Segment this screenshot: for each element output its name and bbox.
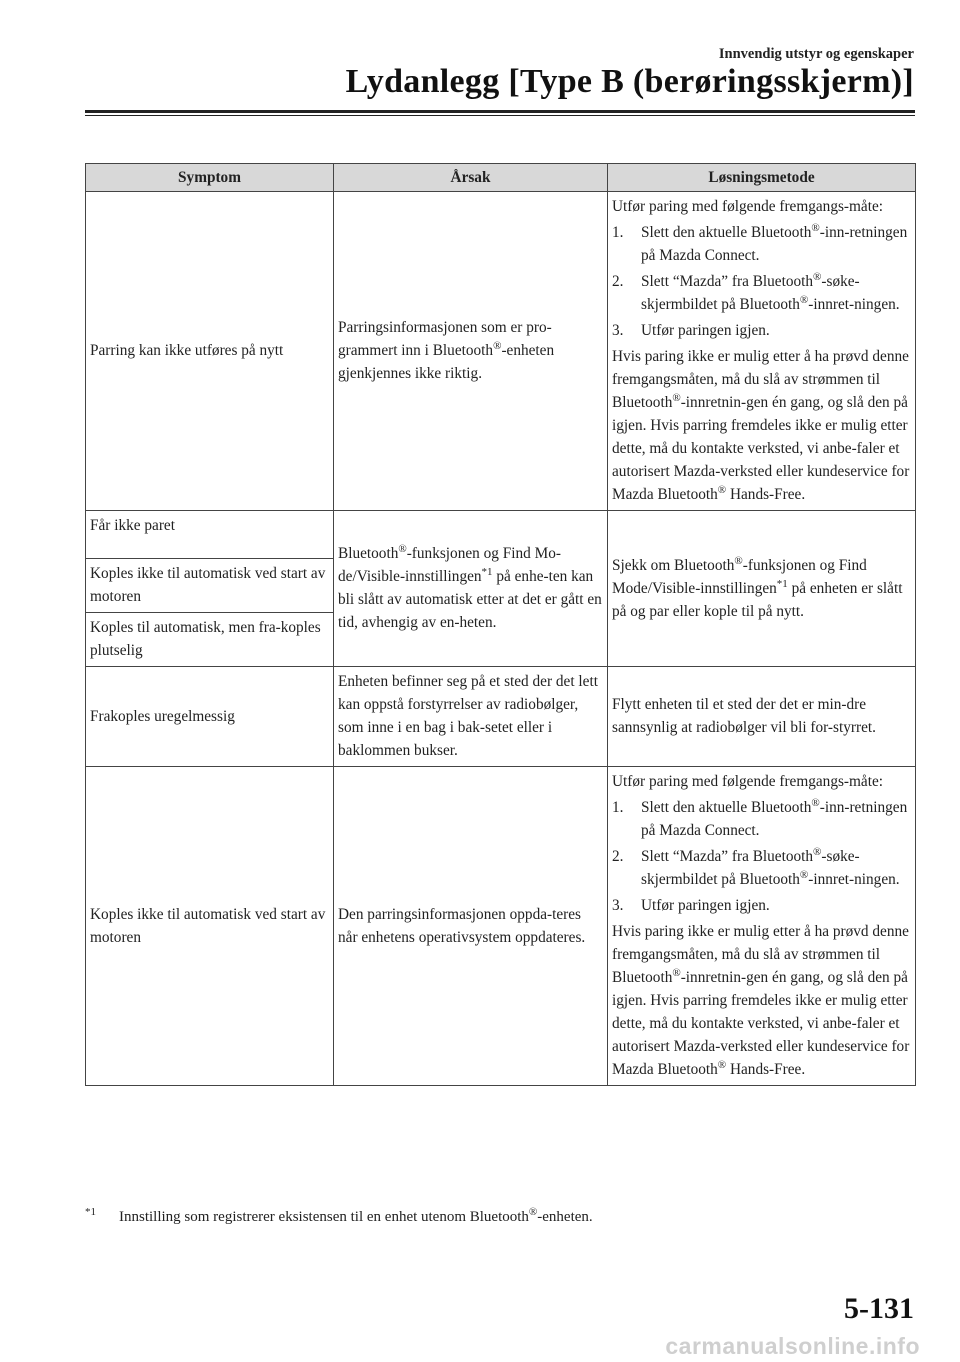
solution-step [612,894,911,917]
solution-cell [608,192,916,511]
solution-followup: Hvis paring ikke er mulig etter å ha prøvd denne fremgangsmåten, må du slå av strømmen til Bluetooth®-innretnin-gen én gang, og slå den på igjen. Hvis parring fremdeles ikke er mulig etter dette, må du kontakte verksted, vi anbe-faler et autorisert Mazda-verksted eller kundeservice for Mazda Bluetooth® Hands-Free. [612,348,910,503]
solution-step [612,845,911,891]
table-header-row [86,164,916,192]
symptom-cell [86,511,334,559]
cause-cell [334,767,608,1086]
step-number: 1. [612,224,624,241]
solution-followup: Hvis paring ikke er mulig etter å ha prøvd denne fremgangsmåten, må du slå av strømmen til Bluetooth®-innretnin-gen én gang, og slå den på igjen. Hvis parring fremdeles ikke er mulig etter dette, må du kontakte verksted, vi anbe-faler et autorisert Mazda-verksted eller kundeservice for Mazda Bluetooth® Hands-Free. [612,923,910,1078]
symptom-cell [86,767,334,1086]
solution-intro: Utfør paring med følgende fremgangs-måte: [612,198,883,215]
step-text: Slett den aktuelle Bluetooth®-inn-retningen på Mazda Connect. [641,796,908,839]
step-text: Slett “Mazda” fra Bluetooth®-søke-skjermbildet på Bluetooth®-innret-ningen. [641,845,900,888]
column-header-solution: Løsningsmetode [608,164,916,192]
registered-mark: ® [398,542,407,555]
solution-text: Flytt enheten til et sted der det er min-dre sannsynlig at radiobølger vil bli for-styrret. [612,696,876,736]
table-row [86,192,916,511]
table-row [86,511,916,559]
header-rule-thin [85,115,915,116]
column-header-symptom: Symptom [86,164,334,192]
page-title: Lydanlegg [Type B (berøringsskjerm)] [345,63,914,100]
symptom-text: Koples ikke til automatisk ved start av motoren [90,905,326,946]
symptom-text: Får ikke paret [90,517,175,534]
solution-step [612,796,911,842]
footnote-text: Innstilling som registrerer eksistensen til en enhet utenom Bluetooth [119,1209,529,1225]
page-number: 5-131 [844,1292,914,1325]
symptom-text: Koples til automatisk, men fra-koples plutselig [90,619,321,659]
table-row [86,667,916,767]
footnote-mark: *1 [85,1206,96,1218]
troubleshooting-table [85,163,916,1086]
solution-steps [612,221,911,342]
cause-cell [334,667,608,767]
solution-step [612,221,911,267]
solution-cell [608,667,916,767]
solution-cell [608,767,916,1086]
symptom-cell [86,192,334,511]
step-number: 3. [612,322,624,339]
cause-text: Den parringsinformasjonen oppda-teres når enhetens operativsystem oppdateres. [338,905,586,946]
step-number: 1. [612,799,624,816]
column-header-cause: Årsak [334,164,608,192]
section-header: Innvendig utstyr og egenskaper [718,46,914,62]
footnote-ref: *1 [481,565,493,578]
cause-cell: Bluetooth®-funksjonen og Find Mo-de/Visible-innstillingen$^{*1}$ på enhe-ten kan bli slått av automatisk etter at det er gått en tid, avhengig av en-heten. [334,511,608,667]
symptom-text: Frakoples uregelmessig [90,707,235,725]
solution-step [612,319,911,342]
step-text: Utfør paringen igjen. [641,897,770,914]
step-text: Slett “Mazda” fra Bluetooth®-søke-skjermbildet på Bluetooth®-innret-ningen. [641,270,900,313]
cause-cell [334,192,608,511]
registered-mark: ® [528,1206,538,1218]
symptom-text: Koples ikke til automatisk ved start av motoren [90,565,326,605]
cause-text: Enheten befinner seg på et sted der det lett kan oppstå forstyrrelser av radiobølger, som inne i en bag i bak-setet eller i baklommen bukser. [338,673,598,759]
step-text: Slett den aktuelle Bluetooth®-inn-retningen på Mazda Connect. [641,221,908,264]
table-row [86,767,916,1086]
step-number: 2. [612,273,624,290]
footnote-text-end: -enheten. [537,1209,593,1225]
symptom-cell [86,559,334,613]
solution-cell: Sjekk om Bluetooth®-funksjonen og Find Mode/Visible-innstillingen$^{*1}$ på enheten er slått på og par eller kople til på nytt. [608,511,916,667]
footnote [85,1206,593,1226]
footnote-ref: *1 [776,577,788,590]
cause-text-cont: -enheten gjenkjennes ikke riktig. [338,342,555,382]
step-number: 2. [612,848,624,865]
solution-steps [612,796,911,917]
symptom-text: Parring kan ikke utføres på nytt [90,342,284,359]
solution-intro: Utfør paring med følgende fremgangs-måte: [612,773,883,790]
header-rule-thick [85,110,915,113]
step-text: Utfør paringen igjen. [641,322,770,339]
symptom-cell [86,613,334,667]
solution-step [612,270,911,316]
step-number: 3. [612,897,624,914]
cause-text: Parringsinformasjonen som er pro-grammert inn i Bluetooth [338,319,552,359]
registered-mark: ® [493,339,502,352]
registered-mark: ® [734,554,743,567]
watermark-text: carmanualsonline.info [665,1333,920,1359]
symptom-cell [86,667,334,767]
